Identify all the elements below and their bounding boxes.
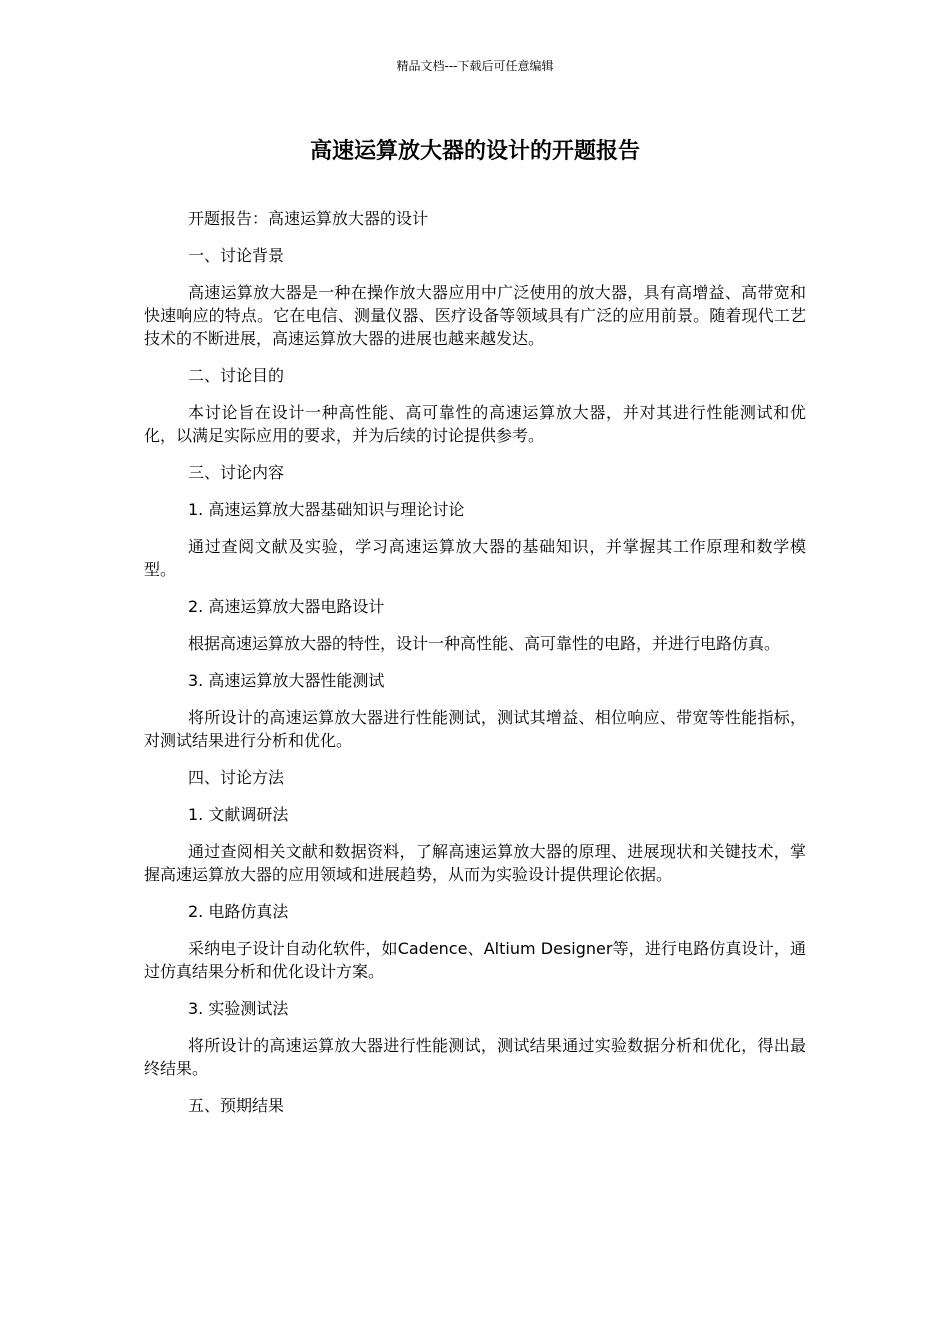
subheading-experiment-method: 3. 实验测试法 (188, 999, 289, 1018)
document-body (144, 207, 806, 1131)
paragraph-simulation-method: 采纳电子设计自动化软件，如Cadence、Altium Designer等，进行电路仿真设计，通过仿真结果分析和优化设计方案。 (144, 939, 806, 981)
paragraph-literature-method: 通过查阅相关文献和数据资料，了解高速运算放大器的原理、进展现状和关键技术，掌握高速运算放大器的应用领域和进展趋势，从而为实验设计提供理论依据。 (144, 842, 806, 884)
subheading-performance-test: 3. 高速运算放大器性能测试 (188, 671, 385, 690)
paragraph-experiment-method: 将所设计的高速运算放大器进行性能测试，测试结果通过实验数据分析和优化，得出最终结果。 (144, 1036, 806, 1078)
section-heading-expected-results: 五、预期结果 (188, 1096, 285, 1115)
section-heading-purpose: 二、讨论目的 (188, 366, 285, 385)
paragraph-background: 高速运算放大器是一种在操作放大器应用中广泛使用的放大器，具有高增益、高带宽和快速响应的特点。它在电信、测量仪器、医疗设备等领域具有广泛的应用前景。随着现代工艺技术的不断进展，高速运算放大器的进展也越来越发达。 (144, 283, 806, 348)
subheading-literature-method: 1. 文献调研法 (188, 805, 289, 824)
paragraph-purpose: 本讨论旨在设计一种高性能、高可靠性的高速运算放大器，并对其进行性能测试和优化，以满足实际应用的要求，并为后续的讨论提供参考。 (144, 403, 806, 445)
paragraph-basic-theory: 通过查阅文献及实验，学习高速运算放大器的基础知识，并掌握其工作原理和数学模型。 (144, 537, 806, 579)
document-title: 高速运算放大器的设计的开题报告 (309, 139, 640, 164)
section-heading-background: 一、讨论背景 (188, 246, 285, 265)
page-header: 精品文档---下载后可任意编辑 (396, 59, 554, 73)
subheading-circuit-design: 2. 高速运算放大器电路设计 (188, 597, 385, 616)
report-subtitle: 开题报告：高速运算放大器的设计 (188, 209, 429, 228)
subheading-simulation-method: 2. 电路仿真法 (188, 902, 289, 921)
paragraph-circuit-design: 根据高速运算放大器的特性，设计一种高性能、高可靠性的电路，并进行电路仿真。 (188, 634, 781, 653)
paragraph-performance-test: 将所设计的高速运算放大器进行性能测试，测试其增益、相位响应、带宽等性能指标，对测试结果进行分析和优化。 (144, 708, 806, 750)
section-heading-methods: 四、讨论方法 (188, 768, 285, 787)
subheading-basic-theory: 1. 高速运算放大器基础知识与理论讨论 (188, 500, 465, 519)
section-heading-content: 三、讨论内容 (188, 463, 285, 482)
